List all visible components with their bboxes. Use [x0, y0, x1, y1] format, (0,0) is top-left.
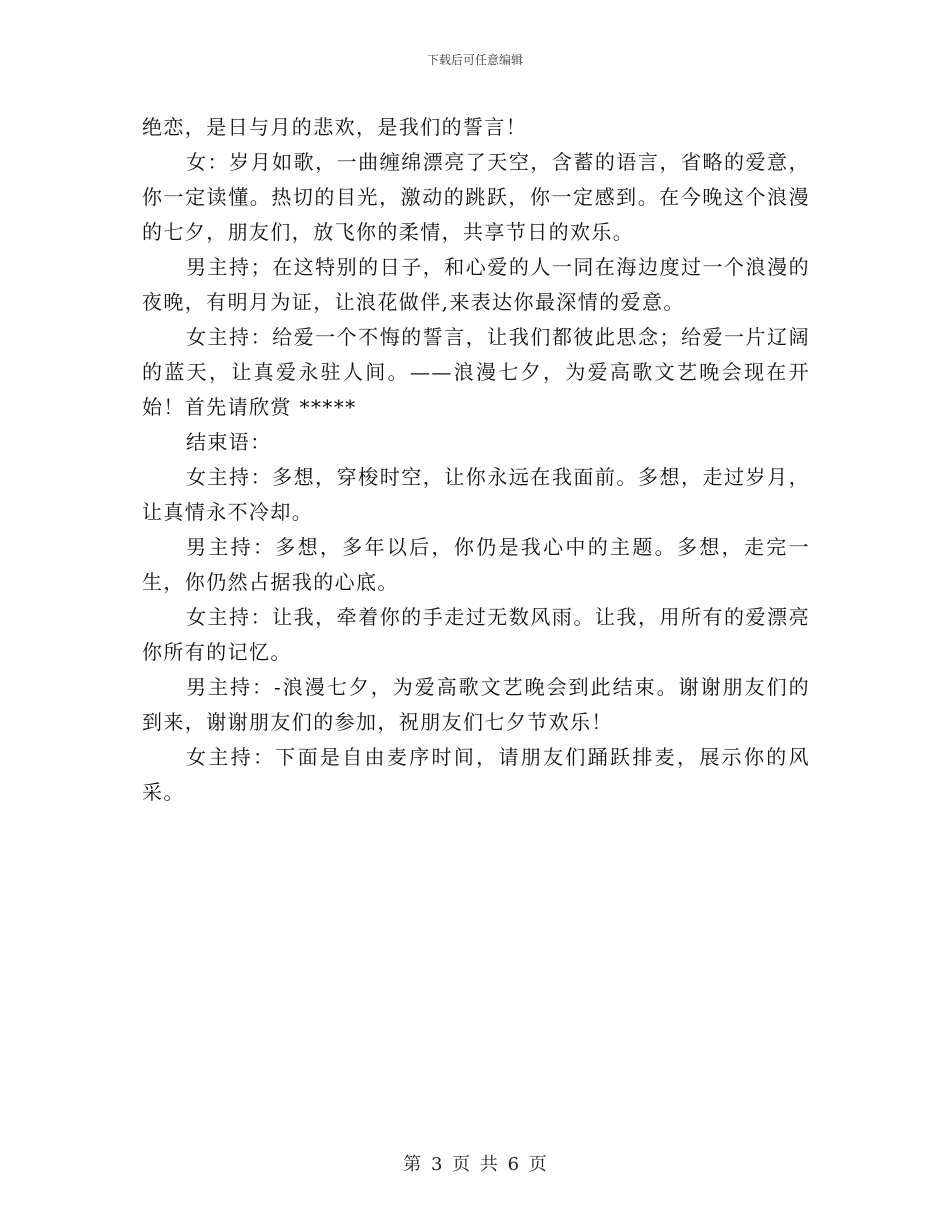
page-number: 第 3 页 共 6 页 — [403, 1154, 547, 1175]
paragraph-7: 男主持：多想，多年以后，你仍是我心中的主题。多想，走完一生，你仍然占据我的心底。 — [142, 535, 810, 594]
paragraph-closing-heading: 结束语： — [186, 430, 272, 454]
paragraph-9: 男主持：-浪漫七夕，为爱高歌文艺晚会到此结束。谢谢朋友们的到来，谢谢朋友们的参加，祝朋友们七夕节欢乐！ — [142, 675, 810, 734]
document-body — [142, 110, 810, 810]
paragraph-6: 女主持：多想，穿梭时空，让你永远在我面前。多想，走过岁月，让真情永不冷却。 — [142, 465, 810, 524]
paragraph-2: 女：岁月如歌，一曲缠绵漂亮了天空，含蓄的语言，省略的爱意，你一定读懂。热切的目光，激动的跳跃，你一定感到。在今晚这个浪漫的七夕，朋友们，放飞你的柔情，共享节日的欢乐。 — [142, 150, 810, 244]
paragraph-1: 绝恋，是日与月的悲欢，是我们的誓言！ — [142, 115, 528, 139]
paragraph-10: 女主持：下面是自由麦序时间，请朋友们踊跃排麦，展示你的风采。 — [142, 745, 810, 804]
paragraph-8: 女主持：让我，牵着你的手走过无数风雨。让我，用所有的爱漂亮你所有的记忆。 — [142, 605, 810, 664]
paragraph-4: 女主持：给爱一个不悔的誓言，让我们都彼此思念；给爱一片辽阔的蓝天，让真爱永驻人间。——浪漫七夕，为爱高歌文艺晚会现在开始！首先请欣赏 ***** — [142, 325, 810, 419]
paragraph-3: 男主持；在这特别的日子，和心爱的人一同在海边度过一个浪漫的夜晚，有明月为证，让浪花做伴,来表达你最深情的爱意。 — [142, 255, 810, 314]
page-header-note: 下载后可任意编辑 — [426, 53, 523, 67]
